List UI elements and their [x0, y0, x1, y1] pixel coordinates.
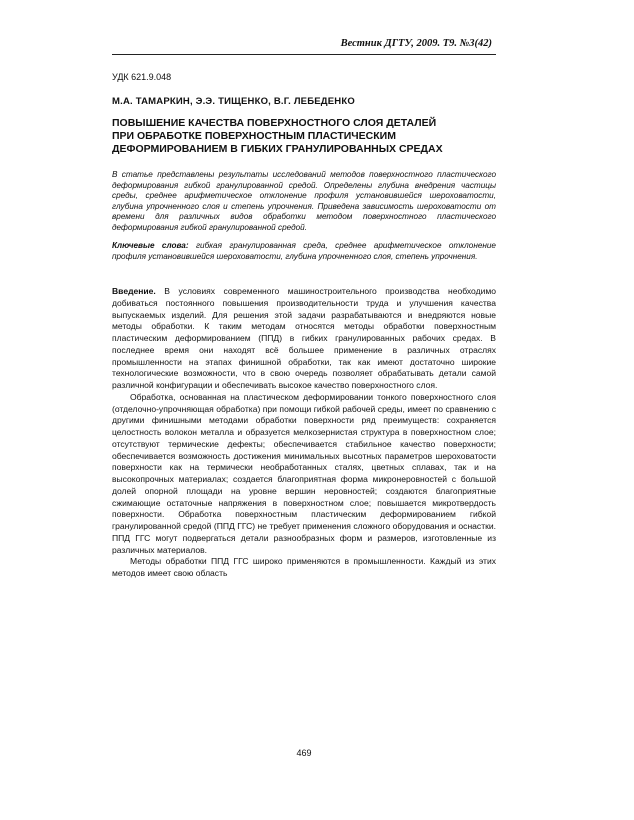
- paragraph: Методы обработки ППД ГГС широко применяются в промышленности. Каждый из этих методов имеет свою область: [112, 556, 496, 578]
- article-title: [112, 117, 496, 156]
- keywords-label: Ключевые слова:: [112, 241, 189, 250]
- header-rule: [112, 54, 496, 55]
- abstract: В статье представлены результаты исследований методов поверхностного пластического деформирования гибкой гранулированной средой. Определены глубина внедрения частицы среды, среднее арифметическое отклонение профиля установившейся шероховатости, глубина упрочненного слоя и степень упрочнения. Приведена зависимость шероховатости от времени для различных видов обработки методом поверхностного пластического деформирования гибкой гранулированной средой.: [112, 170, 496, 232]
- authors: М.А. ТАМАРКИН, Э.Э. ТИЩЕНКО, В.Г. ЛЕБЕДЕНКО: [112, 96, 355, 107]
- intro-label: Введение.: [112, 286, 156, 296]
- body-text: [112, 286, 496, 580]
- paragraph: Обработка, основанная на пластическом деформировании тонкого поверхностного слоя (отделочно-упрочняющая обработка) при помощи гибкой рабочей среды, имеет по сравнению с другими финишными методами обработки поверхности ряд преимуществ: сохраняется целостность волокон металла и образуется мелкозернистая структура в поверхностном слое; отсутствуют термические дефекты; обеспечивается стабильное качество поверхности; обеспечивается возможность достижения минимальных высотных параметров шероховатости поверхности как на термически необработанных сталях, цветных сплавах, так и на высокопрочных материалах; создается благоприятная форма микронеровностей с большой долей опорной площади на уровне вершин неровностей; создаются благоприятные сжимающие остаточные напряжения в поверхностном слое; повышается микротвердость поверхности. Обработка поверхностным пластическим деформированием гибкой гранулированной средой (ППД ГГС) не требует применения сложного оборудования и оснастки. ППД ГГС могут подвергаться детали разнообразных форм и размеров, изготовленные из различных материалов.: [112, 391, 496, 555]
- title-line: ПРИ ОБРАБОТКЕ ПОВЕРХНОСТНЫМ ПЛАСТИЧЕСКИМ: [112, 130, 396, 142]
- keywords: [112, 241, 496, 262]
- title-line: ДЕФОРМИРОВАНИЕМ В ГИБКИХ ГРАНУЛИРОВАННЫХ СРЕДАХ: [112, 143, 443, 155]
- keywords-text: гибкая гранулированная среда, среднее арифметическое отклонение профиля установившейся шероховатости, глубина упрочненного слоя, степень упрочнения.: [112, 241, 496, 261]
- udc-code: УДК 621.9.048: [112, 72, 172, 82]
- paragraph-intro: [112, 286, 496, 392]
- running-head: Вестник ДГТУ, 2009. Т9. №3(42): [340, 38, 492, 49]
- page-number: 469: [296, 748, 312, 758]
- paragraph-text: В условиях современного машиностроительного производства необходимо добиваться постоянного повышения производительности труда и улучшения качества выпускаемых изделий. Для решения этой задачи разрабатываются и внедряются новые методы обработки. К таким методам относятся методы обработки поверхностным пластическим деформированием (ППД) в гибких гранулированных рабочих средах. В последнее время они находят всё большее применение в различных отраслях промышленности на этапах финишной обработки, так как имеют достаточно широкие технологические возможности, что в свою очередь позволяет обрабатывать детали самой различной конфигурации и обеспечивать высокое качество поверхностного слоя.: [112, 286, 496, 390]
- title-line: ПОВЫШЕНИЕ КАЧЕСТВА ПОВЕРХНОСТНОГО СЛОЯ ДЕТАЛЕЙ: [112, 117, 437, 129]
